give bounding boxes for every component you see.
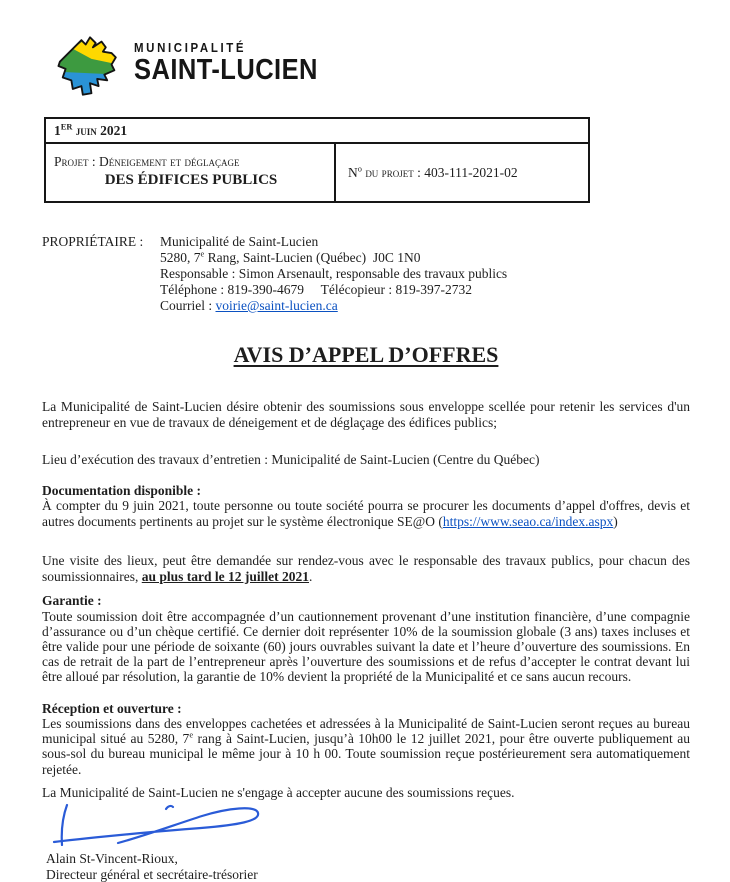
documentation-heading: Documentation disponible : [42, 482, 202, 498]
reception-sup: e [189, 730, 194, 740]
guarantee-heading: Garantie : [42, 593, 102, 608]
owner-details [160, 234, 507, 314]
owner-name: Municipalité de Saint-Lucien [160, 234, 319, 249]
project-label: Projet : Déneigement et déglaçage [54, 154, 240, 169]
table-row [45, 143, 589, 202]
project-info-table [44, 117, 590, 203]
table-row [45, 118, 589, 143]
logo-word-municipalite: MUNICIPALITÉ [134, 40, 247, 55]
municipality-territory-icon [54, 33, 126, 99]
owner-block [42, 234, 690, 314]
project-number-rest: du projet : 403-111-2021-02 [361, 164, 518, 180]
owner-phones: Téléphone : 819-390-4679 Télécopieur : 819-397-2732 [160, 282, 473, 297]
site-visit-paragraph [42, 553, 690, 584]
date-cell [45, 118, 589, 143]
date-number: 1 [54, 123, 61, 138]
owner-address-sup: e [200, 249, 205, 259]
municipality-logo-text [134, 41, 318, 85]
project-title-cell [45, 143, 335, 202]
seao-link[interactable]: https://www.seao.ca/index.aspx [442, 513, 614, 529]
no-commitment-paragraph: La Municipalité de Saint-Lucien ne s'engage à accepter aucune des soumissions reçues. [42, 784, 515, 800]
signatory-title: Directeur général et secrétaire-trésorier [46, 866, 258, 882]
reception-heading: Réception et ouverture : [42, 700, 182, 716]
guarantee-paragraph: Toute soumission doit être accompagnée d’un cautionnement provenant d’une institution financière, d’une compagnie d’assurance ou d’un chèque certifié. Ce dernier doit représenter 10% de la soumission globale (3 ans) taxes incluses et être valide pour une période de soixante (60) jours ouvrables suivant la date et l’heure d’ouverture des soumissions. En cas de retrait de la part de l’entrepreneur après l’ouverture des soumissions et de refus d’accepter le contrat devant lui être alloué par résolution, la garantie de 10% devient la propriété de la Municipalité et ce sans aucun recours. [42, 608, 690, 685]
documentation-text-post: ) [613, 513, 618, 529]
intro-paragraph: La Municipalité de Saint-Lucien désire obtenir des soumissions sous enveloppe scellée pour retenir les services d'un entrepreneur en vue de travaux de déneigement et de déglaçage des édifices publics; [42, 399, 690, 430]
page-title: AVIS D’APPEL D’OFFRES [233, 342, 499, 367]
owner-label: PROPRIÉTAIRE : [42, 234, 144, 249]
owner-address [160, 250, 507, 266]
visit-deadline: au plus tard le 12 juillet 2021 [141, 568, 310, 584]
project-number-sup: o [357, 164, 362, 173]
project-number-n: N [348, 164, 358, 180]
logo-word-saint-lucien: SAINT-LUCIEN [134, 54, 318, 86]
owner-address-post: Rang, Saint-Lucien (Québec) J0C 1N0 [204, 250, 421, 265]
municipality-logo [54, 33, 690, 105]
reception-text-post: rang à Saint-Lucien, jusqu’à 10h00 le 12 juillet 2021, pour être ouverte publiquement au sous-sol du bureau municipal le même jour à 10 h 00. Toute soumission reçue postérieurement sera automatiquement rejetée. [42, 731, 690, 777]
handwritten-signature-icon [46, 802, 276, 846]
visit-text-pre: Une visite des lieux, peut être demandée sur rendez-vous avec le responsable des travaux publics, pour chacun des soumissionnaires, [42, 553, 690, 584]
date-rest: juin 2021 [72, 123, 128, 138]
reception-paragraph [42, 716, 690, 777]
reception-text-pre: Les soumissions dans des enveloppes cachetées et adressées à la Municipalité de Saint-Lucien seront reçues au bureau municipal situé au 5280, 7 [42, 716, 690, 747]
owner-email-label: Courriel : [160, 298, 216, 313]
documentation-text-pre: À compter du 9 juin 2021, toute personne ou toute société pourra se procurer les documents d’appel d'offres, devis et autres documents pertinents au projet sur le système électronique SE@O ( [42, 498, 690, 529]
owner-email-link[interactable]: voirie@saint-lucien.ca [215, 298, 338, 313]
signatory-name: Alain St-Vincent-Rioux, [46, 851, 178, 867]
owner-address-pre: 5280, 7 [160, 250, 201, 265]
project-number-cell [335, 143, 589, 202]
visit-text-post: . [309, 568, 313, 584]
signature-block [46, 802, 690, 882]
location-paragraph: Lieu d’exécution des travaux d’entretien : Municipalité de Saint-Lucien (Centre du Québec) [42, 452, 540, 467]
project-label-line2: DES ÉDIFICES PUBLICS [104, 172, 278, 188]
date-ordinal-sup: ER [60, 122, 73, 132]
owner-email-line [160, 298, 507, 314]
owner-responsible: Responsable : Simon Arsenault, responsable des travaux publics [160, 266, 508, 281]
documentation-paragraph [42, 498, 690, 529]
